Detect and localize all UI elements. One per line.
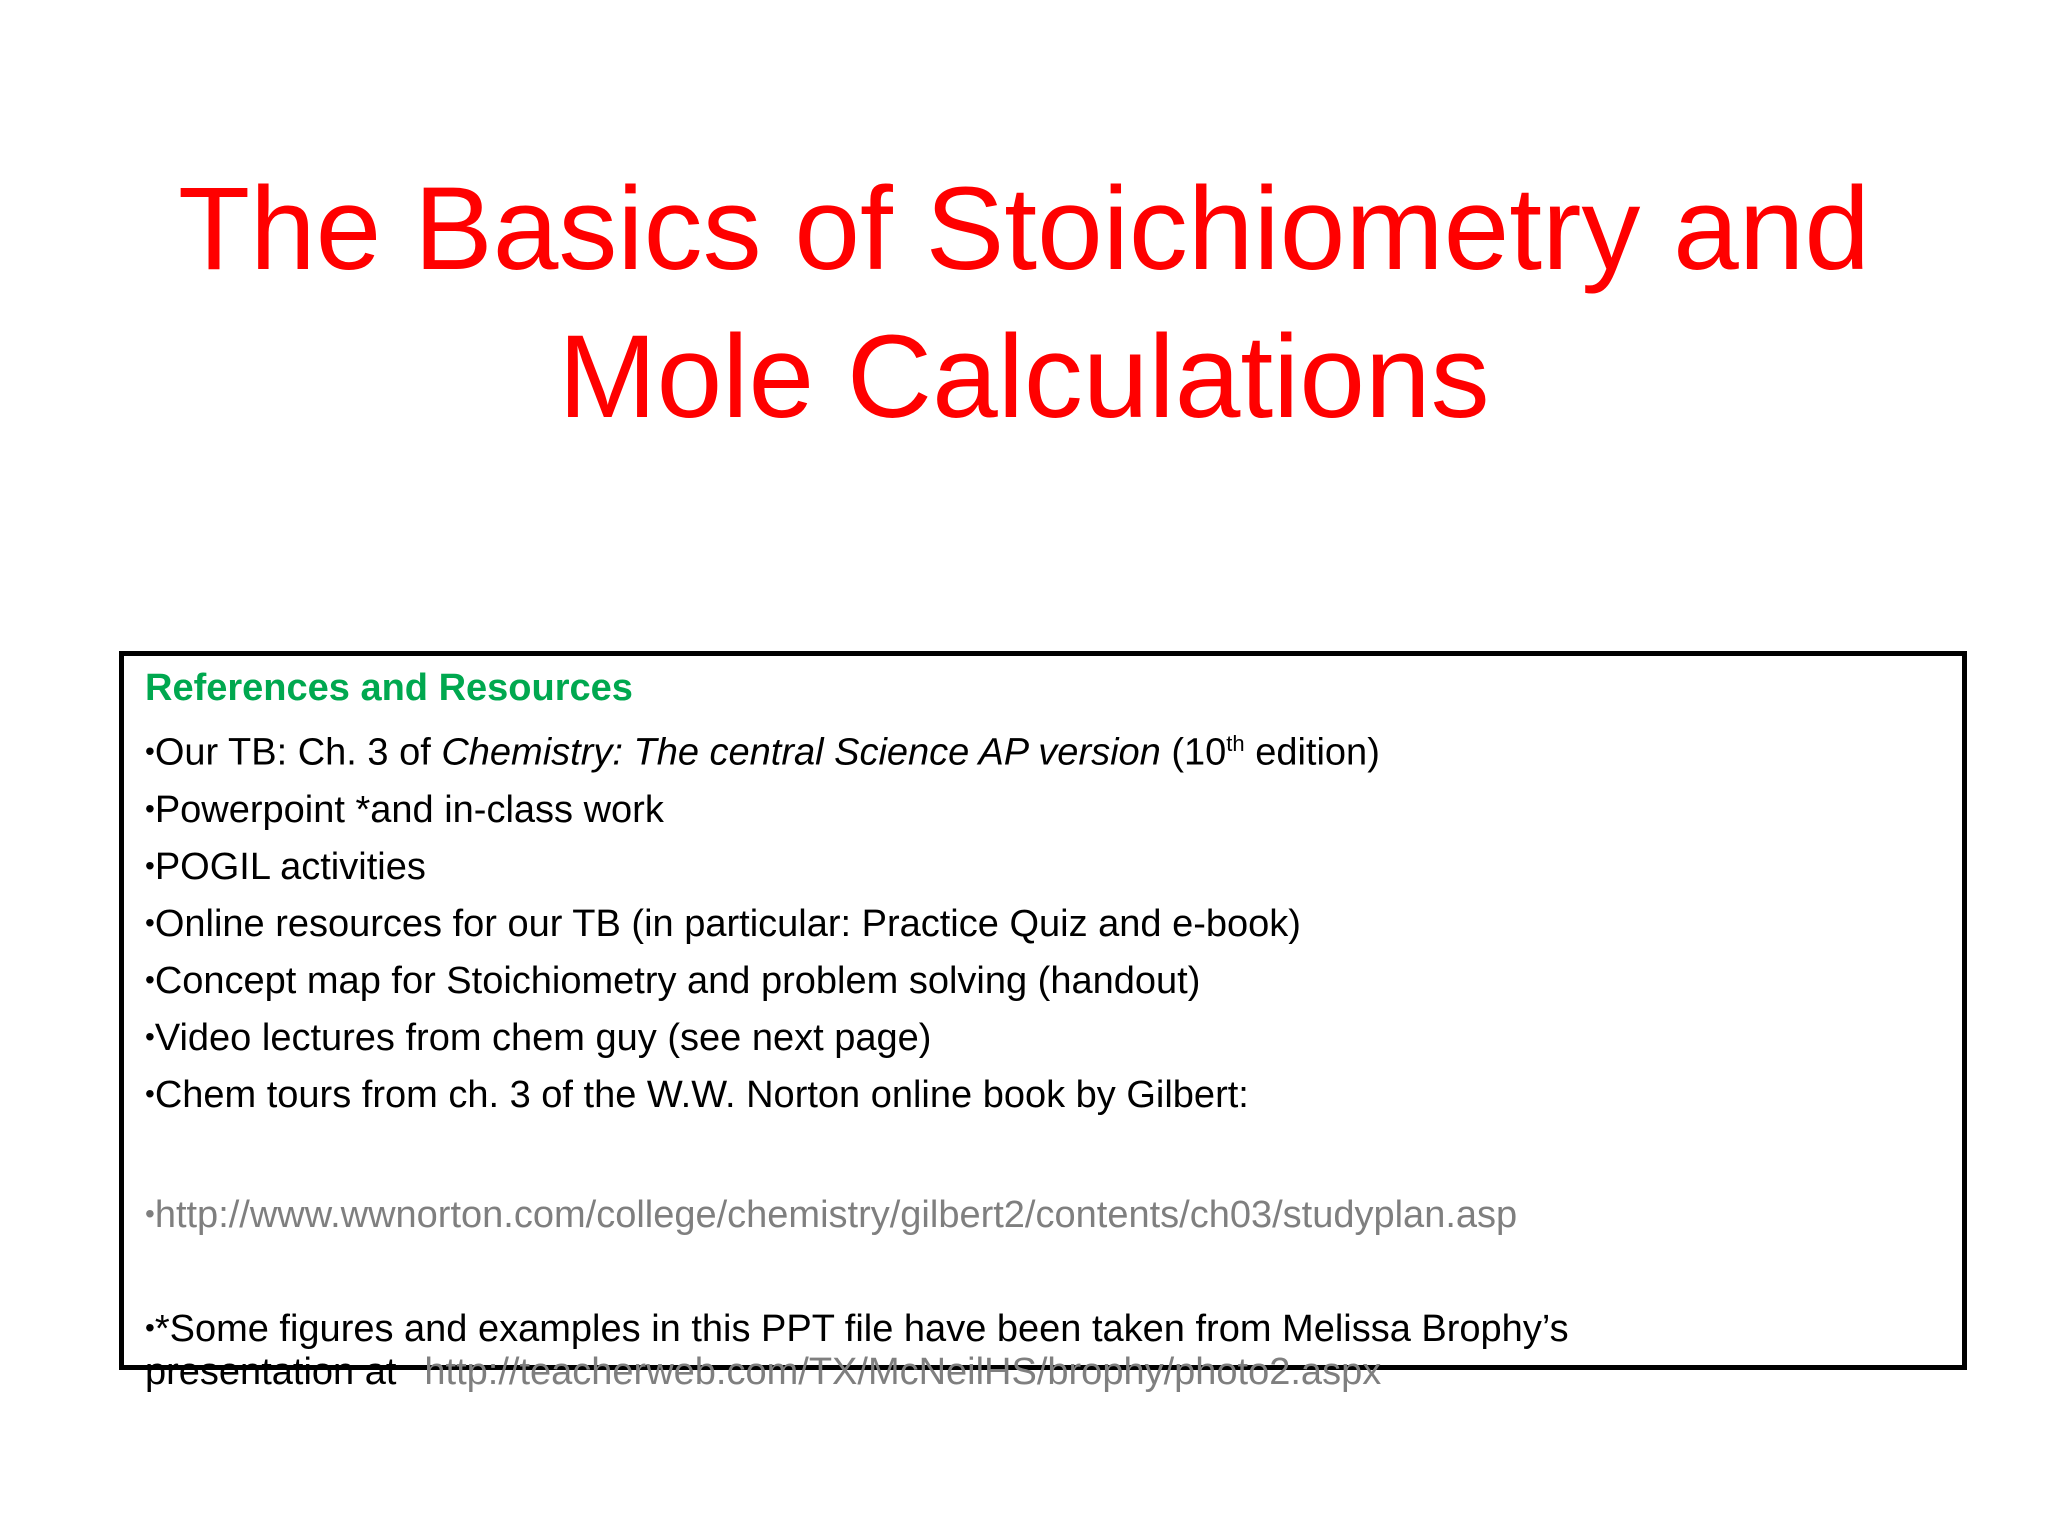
bullet-icon: •: [145, 963, 155, 995]
resource-item-video-lectures: [145, 1009, 1962, 1066]
textbook-prefix: Our TB: Ch. 3 of: [154, 731, 442, 774]
textbook-edition-open: (10: [1160, 731, 1227, 774]
resource-item-textbook: [145, 716, 1962, 781]
bullet-icon: •: [145, 1077, 155, 1109]
resource-item-pogil: [145, 838, 1962, 895]
bullet-icon: •: [145, 792, 155, 824]
norton-link[interactable]: http://www.wwnorton.com/college/chemistry/gilbert2/contents/ch03/studyplan.asp: [154, 1193, 1518, 1236]
resource-item-label: Online resources for our TB (in particular: Practice Quiz and e-book): [154, 902, 1301, 945]
slide-title-line-2: Mole Calculations: [558, 311, 1490, 443]
bullet-icon: •: [145, 1197, 155, 1229]
brophy-link[interactable]: http://teacherweb.com/TX/McNeilHS/brophy/photo2.aspx: [424, 1350, 1382, 1393]
bullet-icon: •: [145, 1020, 155, 1052]
credit-text: *Some figures and examples in this PPT file have been taken from Melissa Brophy’s: [154, 1307, 1569, 1350]
resource-item-concept-map: [145, 952, 1962, 1009]
slide-title: [0, 155, 2048, 451]
credit-presentation-label: presentation at: [145, 1350, 397, 1393]
bullet-icon: •: [145, 735, 155, 767]
resource-item-chem-tours: [145, 1066, 1962, 1123]
textbook-edition-close: edition): [1244, 731, 1380, 774]
references-heading: References and Resources: [145, 667, 633, 709]
resource-item-label: Chem tours from ch. 3 of the W.W. Norton online book by Gilbert:: [154, 1073, 1249, 1116]
references-box: [119, 651, 1967, 1393]
resource-item-label: Powerpoint *and in-class work: [154, 788, 664, 831]
bullet-icon: •: [145, 849, 155, 881]
resource-item-online-resources: [145, 895, 1962, 952]
bullet-icon: •: [145, 906, 155, 938]
resource-item-powerpoint: [145, 781, 1962, 838]
textbook-title: Chemistry: The central Science AP version: [441, 731, 1161, 774]
resource-item-credit: [145, 1306, 1962, 1394]
resource-item-label: POGIL activities: [154, 845, 426, 888]
resource-item-label: Video lectures from chem guy (see next page): [154, 1016, 932, 1059]
bullet-icon: •: [145, 1311, 155, 1343]
slide-title-line-1: The Basics of Stoichiometry and: [177, 163, 1871, 295]
resource-item-label: Concept map for Stoichiometry and problem solving (handout): [154, 959, 1201, 1002]
resource-item-norton-url[interactable]: [145, 1186, 1962, 1243]
textbook-edition-sup: th: [1226, 731, 1245, 756]
